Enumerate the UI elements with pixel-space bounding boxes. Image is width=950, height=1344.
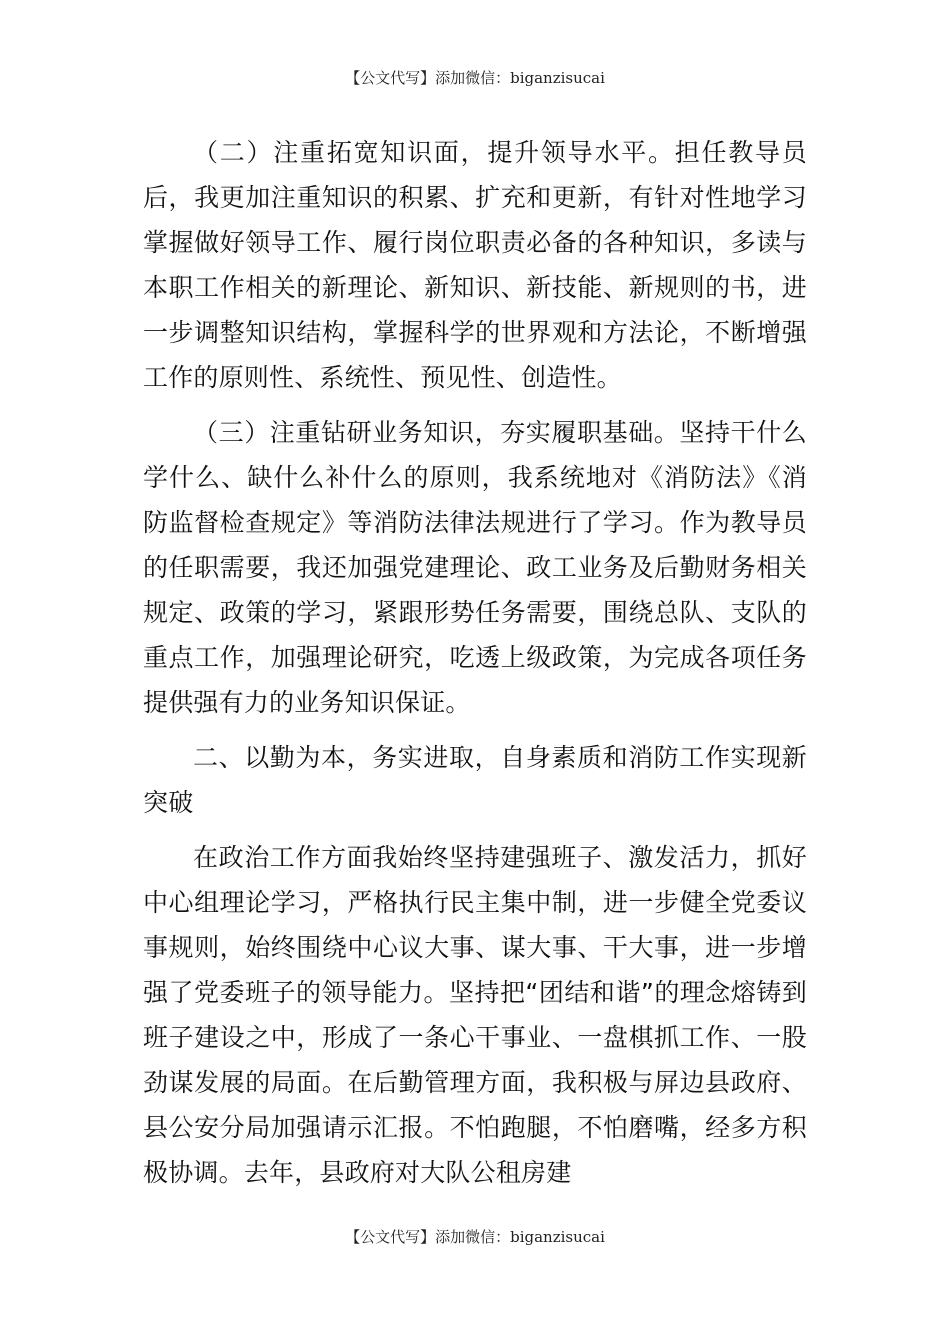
paragraph-knowledge-breadth: （二）注重拓宽知识面，提升领导水平。担任教导员后，我更加注重知识的积累、扩充和更新，有针对性地学习掌握做好领导工作、履行岗位职责必备的各种知识，多读与本职工作相关的新理论、新知识、新技能、新规则的书，进一步调整知识结构，掌握科学的世界观和方法论，不断增强工作的原则性、系统性、预见性、创造性。	[143, 138, 807, 392]
page-footer: 【公文代写】添加微信：biganzisucai	[345, 1228, 605, 1246]
paragraph-political-work: 在政治工作方面我始终坚持建强班子、激发活力，抓好中心组理论学习，严格执行民主集中制，进一步健全党委议事规则，始终围绕中心议大事、谋大事、干大事，进一步增强了党委班子的领导能力。坚持把“团结和谐”的理念熔铸到班子建设之中，形成了一条心干事业、一盘棋抓工作、一股劲谋发展的局面。在后勤管理方面，我积极与屏边县政府、县公安分局加强请示汇报。不怕跑腿，不怕磨嘴，经多方积极协调。去年，县政府对大队公租房建	[143, 843, 807, 1187]
paragraph-business-knowledge: （三）注重钻研业务知识，夯实履职基础。坚持干什么学什么、缺什么补什么的原则，我系统地对《消防法》《消防监督检查规定》等消防法律法规进行了学习。作为教导员的任职需要，我还加强党建理论、政工业务及后勤财务相关规定、政策的学习，紧跟形势任务需要，围绕总队、支队的重点工作，加强理论研究，吃透上级政策，为完成各项任务提供强有力的业务知识保证。	[143, 418, 807, 717]
page-header: 【公文代写】添加微信：biganzisucai	[345, 69, 605, 87]
section-heading-diligence: 二、以勤为本，务实进取，自身素质和消防工作实现新突破	[143, 743, 807, 817]
document-body	[143, 130, 807, 1195]
